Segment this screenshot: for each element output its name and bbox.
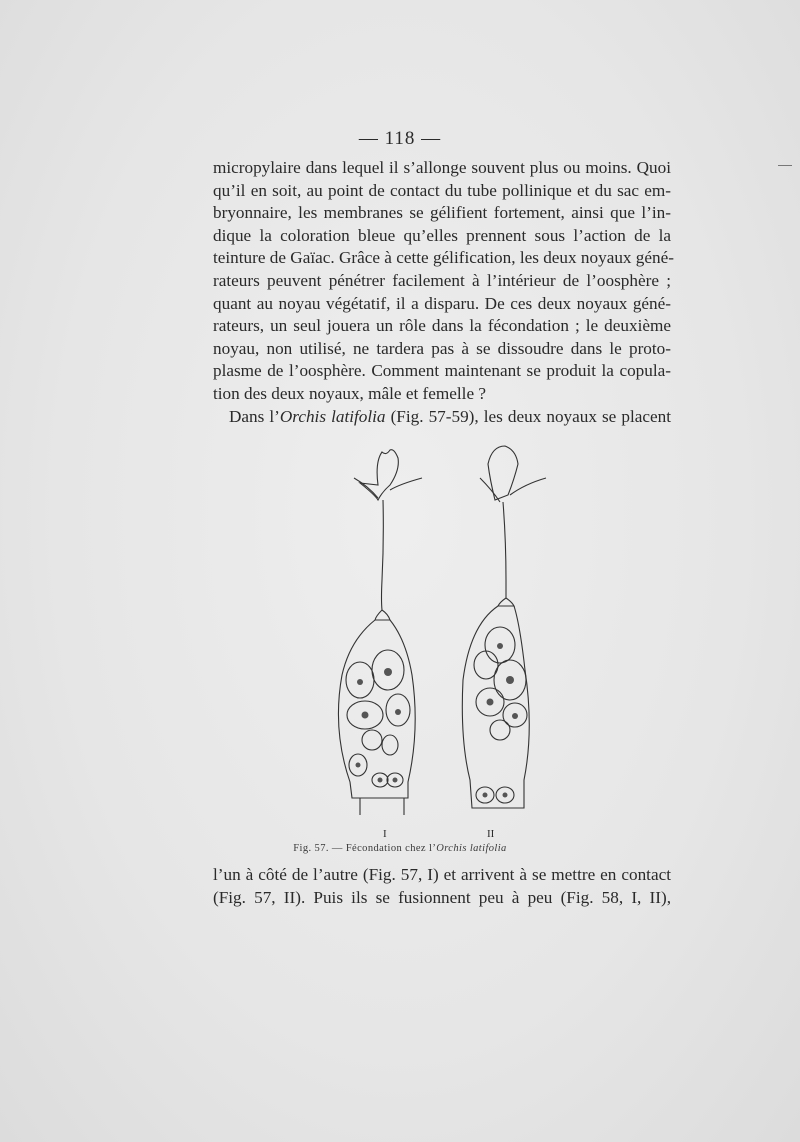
text-line: tion des deux noyaux, mâle et femelle ? [213, 383, 486, 403]
species-name: Orchis latifolia [279, 406, 386, 426]
paragraph-top [213, 157, 674, 428]
text-line: teinture de Gaïac. Grâce à cette gélification, les deux noyaux géné- [213, 248, 674, 268]
caption-species: Orchis latifolia [436, 843, 507, 854]
text-line: qu’il en soit, au point de contact du tube pollinique et du sac em- [213, 180, 671, 200]
figure-label-ii: II [487, 828, 495, 840]
dans-prefix: Dans l’ [229, 406, 280, 426]
specimen-ii [462, 446, 546, 808]
figure-57-illustration [320, 440, 560, 820]
text-line: l’un à côté de l’autre (Fig. 57, I) et arrivent à se mettre en contact [213, 865, 671, 884]
text-line: rateurs peuvent pénétrer facilement à l’intérieur de l’oosphère ; [213, 270, 671, 290]
caption-prefix: Fig. 57. — Fécondation chez l’ [293, 843, 437, 854]
text-line-dans [213, 406, 671, 429]
paragraph-bottom [213, 864, 671, 909]
dans-suffix: (Fig. 57-59), les deux noyaux se placent [385, 406, 671, 426]
text-line: dique la coloration bleue qu’elles prennent sous l’action de la [213, 225, 671, 245]
text-line: bryonnaire, les membranes se gélifient fortement, ainsi que l’in- [213, 203, 671, 223]
figure-caption [0, 843, 800, 854]
margin-mark [778, 165, 792, 166]
text-line: quant au noyau végétatif, il a disparu. De ces deux noyaux géné- [213, 293, 671, 313]
text-line: noyau, non utilisé, ne tardera pas à se dissoudre dans le proto- [213, 338, 671, 358]
figure-label-i: I [383, 828, 387, 840]
text-line: plasme de l’oosphère. Comment maintenant se produit la copula- [213, 361, 671, 381]
text-line: rateurs, un seul jouera un rôle dans la fécondation ; le deuxième [213, 316, 671, 336]
specimen-i [338, 450, 422, 815]
text-line: (Fig. 57, II). Puis ils se fusionnent peu à peu (Fig. 58, I, II), [213, 887, 671, 907]
text-line: micropylaire dans lequel il s’allonge souvent plus ou moins. Quoi [213, 158, 671, 177]
page-number: — 118 — [358, 128, 442, 149]
